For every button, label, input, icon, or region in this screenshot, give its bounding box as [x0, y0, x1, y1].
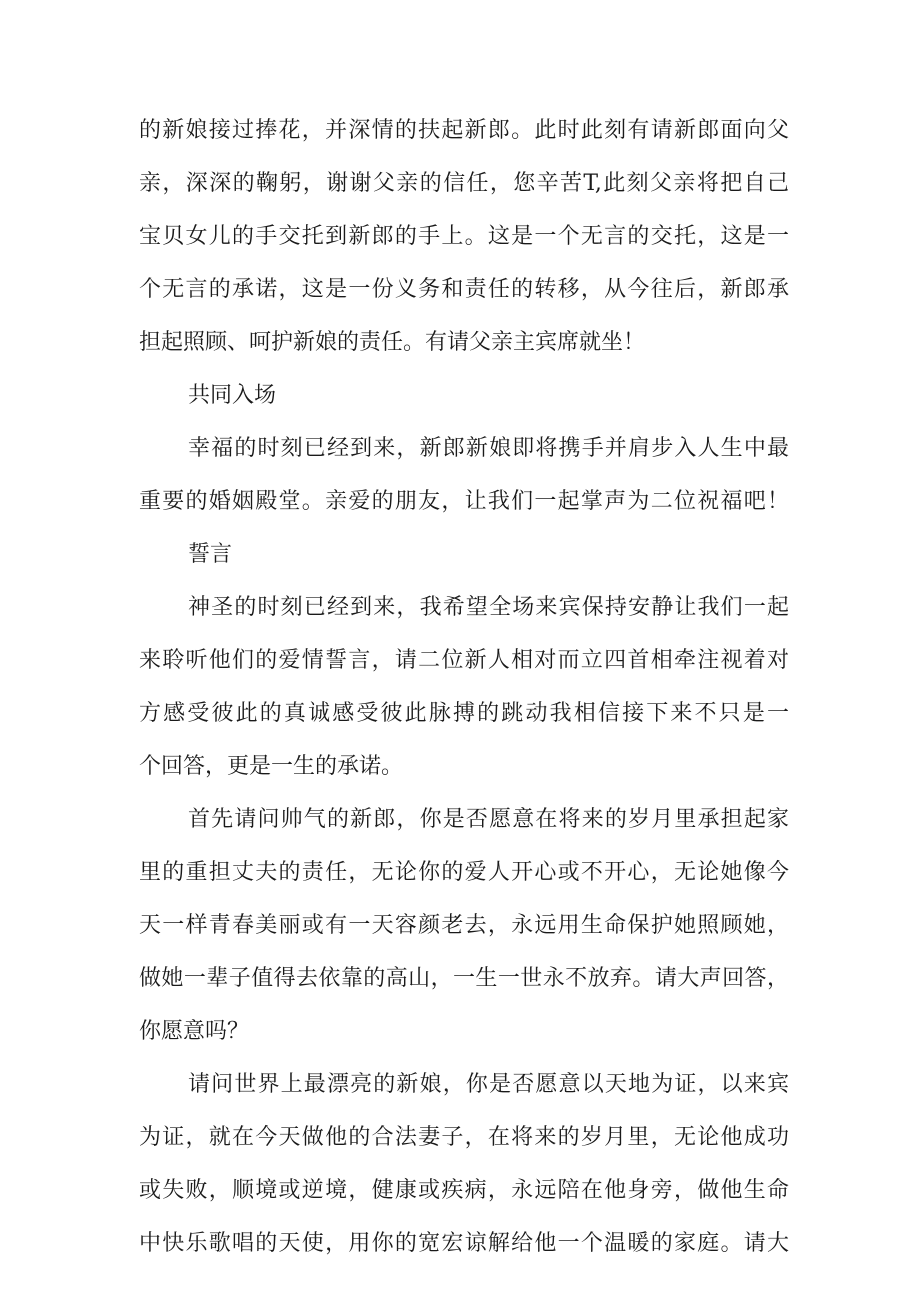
text-line: 亲，深深的鞠躬，谢谢父亲的信任，您辛苦T,此刻父亲将把自己: [139, 171, 789, 196]
text-line: 担起照顾、呵护新娘的责任。有请父亲主宾席就坐！: [139, 330, 646, 355]
text-line: 幸福的时刻已经到来，新郎新娘即将携手并肩步入人生中最: [188, 436, 789, 461]
text-line: 做她一辈子值得去依靠的高山，一生一世永不放弃。请大声回答，: [139, 966, 789, 991]
text-line: 宝贝女儿的手交托到新郎的手上。这是一个无言的交托，这是一: [139, 224, 789, 249]
text-line: 或失败，顺境或逆境，健康或疾病，永远陪在他身旁，做他生命: [139, 1178, 789, 1203]
text-line: 请问世界上最漂亮的新娘，你是否愿意以天地为证，以来宾: [188, 1072, 789, 1097]
text-line: 为证，就在今天做他的合法妻子，在将来的岁月里，无论他成功: [139, 1125, 789, 1150]
document-body: [139, 104, 789, 1270]
text-line: 天一样青春美丽或有一天容颜老去，永远用生命保护她照顾她，: [139, 913, 789, 938]
text-line: 个无言的承诺，这是一份义务和责任的转移，从今往后，新郎承: [139, 277, 789, 302]
section-heading: 誓言: [188, 542, 233, 567]
text-line: 来聆听他们的爱情誓言，请二位新人相对而立四首相牵注视着对: [139, 648, 789, 673]
section-heading: 共同入场: [188, 383, 277, 408]
text-line: 中快乐歌唱的天使，用你的宽宏谅解给他一个温暖的家庭。请大: [139, 1231, 789, 1256]
text-line: 神圣的时刻已经到来，我希望全场来宾保持安静让我们一起: [188, 595, 789, 620]
text-line: 个回答，更是一生的承诺。: [139, 754, 404, 779]
text-line: 你愿意吗？: [139, 1019, 250, 1044]
text-line: 重要的婚姻殿堂。亲爱的朋友，让我们一起掌声为二位祝福吧！: [139, 489, 789, 514]
text-line: 的新娘接过捧花，并深情的扶起新郎。此时此刻有请新郎面向父: [139, 118, 789, 143]
text-line: 首先请问帅气的新郎，你是否愿意在将来的岁月里承担起家: [188, 807, 789, 832]
text-line: 里的重担丈夫的责任，无论你的爱人开心或不开心，无论她像今: [139, 860, 789, 885]
text-line: 方感受彼此的真诚感受彼此脉搏的跳动我相信接下来不只是一: [139, 701, 789, 726]
